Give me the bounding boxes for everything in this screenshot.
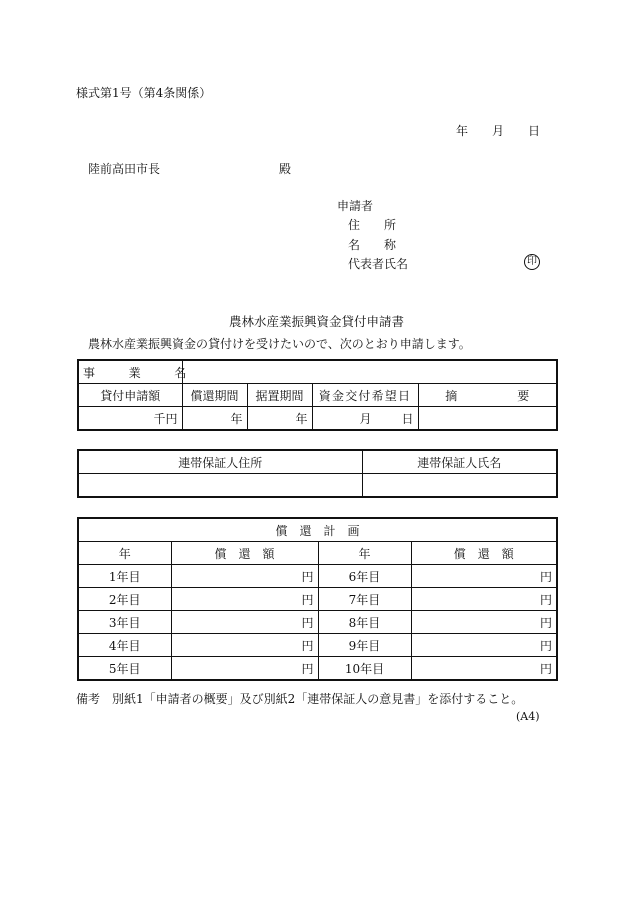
- unit-month: 月: [359, 411, 372, 426]
- loan-header-row: [78, 384, 557, 407]
- repayment-period-field[interactable]: [182, 407, 247, 431]
- grace-period-field[interactable]: [247, 407, 312, 431]
- unit-yen: 円: [540, 615, 553, 630]
- project-name-label: 事 業 名: [78, 360, 182, 384]
- loan-amount-field[interactable]: [78, 407, 182, 431]
- guarantor-header-row: [78, 450, 557, 474]
- honorific: 殿: [279, 162, 292, 176]
- amount-field[interactable]: [171, 588, 318, 611]
- unit-yen: 円: [540, 638, 553, 653]
- header-remarks: 摘 要: [418, 384, 557, 407]
- unit-thousand-yen: 千円: [153, 411, 178, 426]
- unit-year: 年: [230, 411, 243, 426]
- unit-day: 日: [401, 411, 414, 426]
- unit-yen: 円: [301, 569, 314, 584]
- year-label: 6年目: [318, 565, 411, 588]
- applicant-rep-label: 代表者氏名: [348, 257, 409, 271]
- header-loan-amount: 貸付申請額: [78, 384, 182, 407]
- table-row: [78, 565, 557, 588]
- year-label: 7年目: [318, 588, 411, 611]
- form-title: 農林水産業振興資金貸付申請書: [229, 314, 405, 329]
- project-name-row: [78, 360, 557, 384]
- amount-field[interactable]: [171, 611, 318, 634]
- unit-yen: 円: [540, 661, 553, 676]
- table-row: [78, 611, 557, 634]
- guarantor-name-field[interactable]: [362, 474, 557, 498]
- repayment-plan-table: [77, 517, 558, 681]
- amount-field[interactable]: [171, 657, 318, 681]
- amount-field[interactable]: [411, 588, 557, 611]
- applicant-name-label: 名 称: [348, 238, 397, 252]
- header-desired-date: 資金交付希望日: [312, 384, 418, 407]
- header-year-right: 年: [318, 542, 411, 565]
- seal-mark: 印: [524, 254, 540, 270]
- year-label: 9年目: [318, 634, 411, 657]
- intro-text: 農林水産業振興資金の貸付けを受けたいので、次のとおり申請します。: [88, 337, 471, 351]
- date-year: 年: [456, 124, 469, 138]
- amount-field[interactable]: [411, 611, 557, 634]
- amount-field[interactable]: [411, 657, 557, 681]
- unit-yen: 円: [540, 569, 553, 584]
- year-label: 3年目: [78, 611, 171, 634]
- unit-yen: 円: [540, 592, 553, 607]
- amount-field[interactable]: [171, 634, 318, 657]
- amount-field[interactable]: [411, 565, 557, 588]
- header-grace-period: 据置期間: [247, 384, 312, 407]
- repayment-header-row: [78, 542, 557, 565]
- amount-field[interactable]: [411, 634, 557, 657]
- year-label: 4年目: [78, 634, 171, 657]
- header-amount-left: 償 還 額: [171, 542, 318, 565]
- desired-date-field[interactable]: [312, 407, 418, 431]
- table-row: [78, 634, 557, 657]
- year-label: 1年目: [78, 565, 171, 588]
- guarantor-value-row: [78, 474, 557, 498]
- header-amount-right: 償 還 額: [411, 542, 557, 565]
- loan-value-row: [78, 407, 557, 431]
- header-repayment-period: 償還期間: [182, 384, 247, 407]
- date-day: 日: [528, 124, 541, 138]
- header-guarantor-address: 連帯保証人住所: [78, 450, 362, 474]
- unit-yen: 円: [301, 592, 314, 607]
- form-number: 様式第1号（第4条関係）: [76, 86, 212, 100]
- year-label: 10年目: [318, 657, 411, 681]
- unit-yen: 円: [301, 661, 314, 676]
- remarks-note: 備考 別紙1「申請者の概要」及び別紙2「連帯保証人の意見書」を添付すること。: [76, 692, 524, 706]
- addressee: 陸前高田市長: [88, 162, 161, 176]
- table-row: [78, 657, 557, 681]
- unit-yen: 円: [301, 638, 314, 653]
- project-name-field[interactable]: [182, 360, 557, 384]
- remarks-field[interactable]: [418, 407, 557, 431]
- year-label: 2年目: [78, 588, 171, 611]
- amount-field[interactable]: [171, 565, 318, 588]
- paper-size-label: (A4): [516, 710, 540, 723]
- guarantor-table: [77, 449, 558, 498]
- unit-yen: 円: [301, 615, 314, 630]
- unit-year: 年: [295, 411, 308, 426]
- year-label: 5年目: [78, 657, 171, 681]
- applicant-heading: 申請者: [337, 199, 374, 213]
- repayment-plan-title: 償 還 計 画: [78, 518, 557, 542]
- table-row: [78, 588, 557, 611]
- header-year-left: 年: [78, 542, 171, 565]
- header-guarantor-name: 連帯保証人氏名: [362, 450, 557, 474]
- date-month: 月: [492, 124, 505, 138]
- guarantor-address-field[interactable]: [78, 474, 362, 498]
- repayment-title-row: [78, 518, 557, 542]
- applicant-address-label: 住 所: [348, 218, 397, 232]
- loan-table: [77, 359, 558, 431]
- year-label: 8年目: [318, 611, 411, 634]
